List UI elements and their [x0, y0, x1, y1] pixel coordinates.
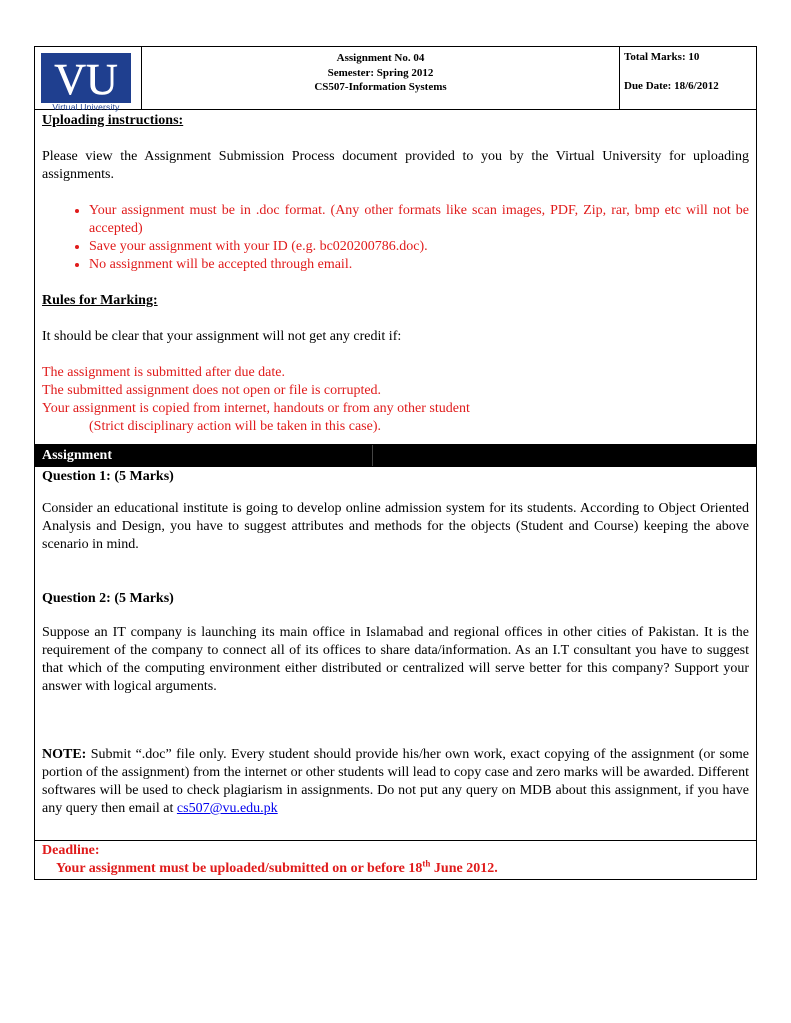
logo-caption: Virtual University [52, 102, 120, 112]
header-table [34, 46, 757, 110]
deadline-label: Deadline: [42, 843, 100, 858]
bullet-item: • Save your assignment with your ID (e.g. bc020200786.doc). [89, 238, 749, 256]
vu-logo-text: VU [54, 56, 118, 100]
logo-cell [35, 47, 142, 112]
q2-text: Suppose an IT company is launching its main office in Islamabad and regional offices in other cities of Pakistan. It is the requirement of the company to connect all of its offices to share data/information. As an I.T consultant you have to suggest that which of the computing environment either distributed or centralized will serve better for this company? Support your answer with logical arguments. [42, 625, 749, 694]
bullet-item: • Your assignment must be in .doc format. (Any other formats like scan images, PDF, Zip, rar, bmp etc will not be accepted) [89, 202, 749, 238]
semester: Semester: Spring 2012 [327, 66, 434, 79]
questions-section [34, 467, 757, 841]
email-link[interactable]: cs507@vu.edu.pk [176, 801, 278, 816]
instructions-section [34, 110, 757, 445]
deadline-text: Your assignment must be uploaded/submitted on or before 18th June 2012. [56, 858, 498, 876]
course-title: CS507-Information Systems [314, 81, 447, 93]
note-paragraph [42, 746, 749, 818]
assignment-document [34, 46, 757, 880]
bullet-item: • No assignment will be accepted through email. [89, 256, 749, 274]
total-marks: Total Marks: 10 [624, 51, 700, 63]
rule-item: The submitted assignment does not open or file is corrupted. [42, 383, 382, 398]
rules-intro: It should be clear that your assignment will not get any credit if: [42, 329, 402, 344]
rule-item: Your assignment is copied from internet, handouts or from any other student [42, 401, 470, 416]
uploading-heading: Uploading instructions: [42, 113, 184, 128]
rule-note: (Strict disciplinary action will be taken in this case). [89, 419, 381, 434]
note-text: Submit “.doc” file only. Every student should provide his/her own work, exact copying of the assignment (or some portion of the assignment) from the internet or other students will lead to copy case and zero marks will be awarded. Different softwares will be used to check plagiarism in assignments. Do not put any query on MDB about this assignment, if you have any query then email at [42, 747, 749, 816]
q2-heading: Question 2: (5 Marks) [42, 591, 174, 606]
marks-cell [620, 47, 756, 109]
note-label: NOTE: [42, 747, 87, 762]
q1-text: Consider an educational institute is going to develop online admission system for its students. According to Object Oriented Analysis and Design, you have to suggest attributes and methods for the objects (Student and Course) keeping the above scenario in mind. [42, 501, 749, 552]
assignment-number: Assignment No. 04 [336, 52, 425, 64]
vu-logo [41, 53, 131, 103]
due-date: Due Date: 18/6/2012 [624, 80, 719, 92]
uploading-intro: Please view the Assignment Submission Process document provided to you by the Virtual University for uploading assignments. [42, 149, 749, 182]
uploading-bullets [42, 202, 749, 274]
bar-divider [372, 445, 373, 466]
vu-logo-icon [44, 56, 128, 100]
rules-heading: Rules for Marking: [42, 293, 158, 308]
assignment-bar [34, 445, 757, 467]
q1-heading: Question 1: (5 Marks) [42, 469, 174, 484]
assignment-bar-label: Assignment [42, 448, 113, 463]
rule-item: The assignment is submitted after due date. [42, 365, 285, 380]
deadline-section [34, 841, 757, 880]
title-cell [142, 47, 620, 109]
